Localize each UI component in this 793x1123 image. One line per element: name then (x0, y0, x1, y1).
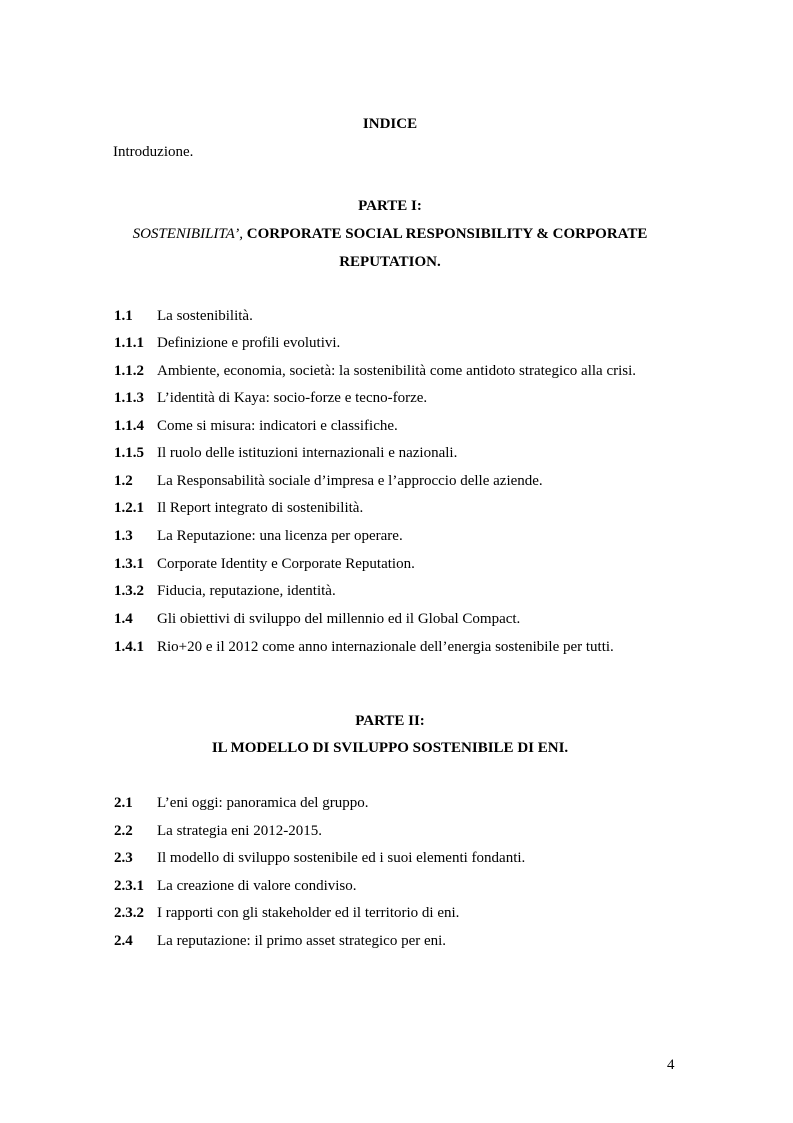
toc-number: 2.4 (114, 933, 133, 949)
toc-entry: Come si misura: indicatori e classifiche. (157, 418, 398, 434)
toc-number: 1.3 (114, 528, 133, 544)
toc-entry: La Reputazione: una licenza per operare. (157, 528, 403, 544)
toc-entry: L’identità di Kaya: socio-forze e tecno-forze. (157, 390, 428, 406)
toc-number: 1.1.3 (114, 390, 144, 406)
toc-number: 1.4.1 (114, 639, 144, 655)
toc-number: 1.1.4 (114, 418, 144, 434)
toc-entry: La Responsabilità sociale d’impresa e l’approccio delle aziende. (157, 473, 543, 489)
toc-number: 2.2 (114, 823, 133, 839)
toc-entry: L’eni oggi: panoramica del gruppo. (157, 795, 369, 811)
page-number: 4 (667, 1057, 675, 1073)
part2-subtitle: IL MODELLO DI SVILUPPO SOSTENIBILE DI ENI. (211, 740, 569, 756)
toc-number: 1.1 (114, 308, 133, 324)
toc-entry: Rio+20 e il 2012 come anno internazionale dell’energia sostenibile per tutti. (157, 639, 614, 655)
toc-number: 1.3.1 (114, 556, 144, 572)
part1-heading: PARTE I: (358, 198, 422, 214)
toc-number: 2.3.2 (114, 905, 144, 921)
toc-entry: Il ruolo delle istituzioni internazionali e nazionali. (157, 445, 458, 461)
toc-entry: Il Report integrato di sostenibilità. (157, 500, 364, 516)
toc-entry: La reputazione: il primo asset strategico per eni. (157, 933, 447, 949)
toc-entry: Gli obiettivi di sviluppo del millennio ed il Global Compact. (157, 611, 521, 627)
part1-subtitle (113, 227, 667, 242)
toc-entry: Definizione e profili evolutivi. (157, 335, 341, 351)
toc-number: 1.1.5 (114, 445, 144, 461)
toc-entry: Il modello di sviluppo sostenibile ed i suoi elementi fondanti. (157, 850, 526, 866)
page-title: INDICE (362, 116, 418, 132)
part2-heading: PARTE II: (355, 713, 425, 729)
toc-entry: La strategia eni 2012-2015. (157, 823, 322, 839)
toc-number: 1.3.2 (114, 583, 144, 599)
toc-number: 1.1.1 (114, 335, 144, 351)
toc-number: 2.1 (114, 795, 133, 811)
toc-entry: Ambiente, economia, società: la sostenibilità come antidoto strategico alla crisi. (157, 363, 637, 379)
toc-number: 2.3.1 (114, 878, 144, 894)
part1-subtitle-italic: SOSTENIBILITA’, (132, 226, 244, 242)
toc-entry: I rapporti con gli stakeholder ed il territorio di eni. (157, 905, 460, 921)
part1-subtitle-line2: REPUTATION. (339, 254, 441, 270)
toc-entry: Corporate Identity e Corporate Reputation. (157, 556, 415, 572)
toc-entry: La sostenibilità. (157, 308, 253, 324)
toc-entry: La creazione di valore condiviso. (157, 878, 357, 894)
toc-number: 1.2.1 (114, 500, 144, 516)
toc-entry: Fiducia, reputazione, identità. (157, 583, 336, 599)
toc-number: 1.4 (114, 611, 133, 627)
part1-subtitle-rest: CORPORATE SOCIAL RESPONSIBILITY & CORPORATE (243, 226, 648, 242)
toc-number: 1.1.2 (114, 363, 144, 379)
toc-number: 2.3 (114, 850, 133, 866)
toc-number: 1.2 (114, 473, 133, 489)
intro-entry: Introduzione. (113, 144, 194, 160)
